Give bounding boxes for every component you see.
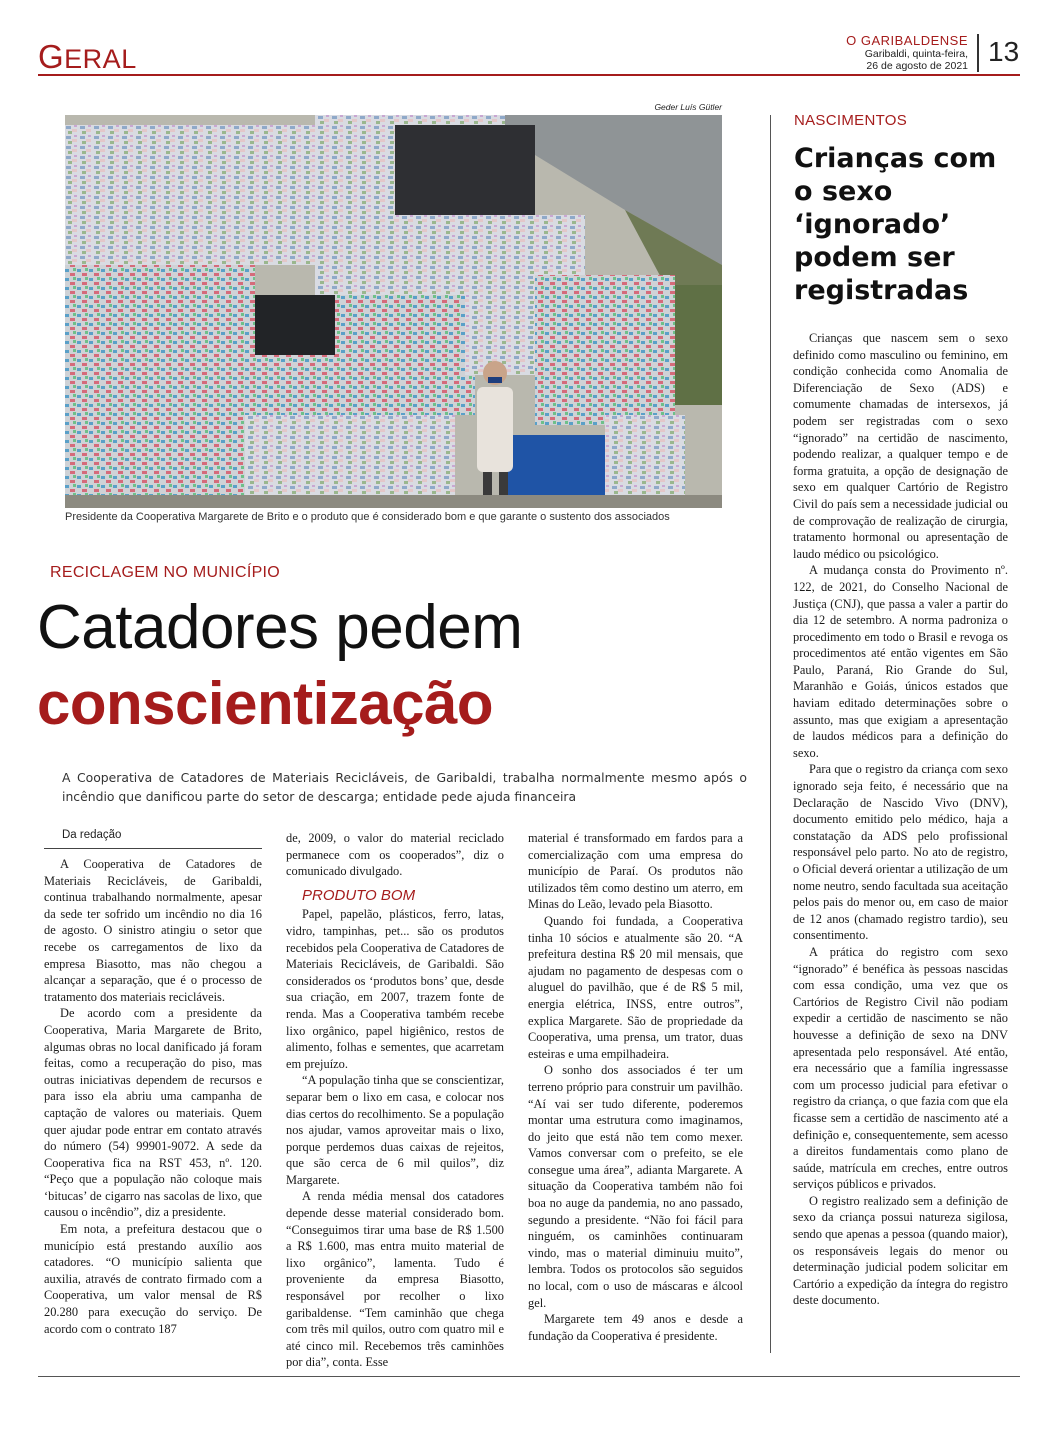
paragraph: Margarete tem 49 anos e desde a fundação da Cooperativa é presidente. bbox=[528, 1312, 743, 1343]
paragraph: Em nota, a prefeitura destacou que o município está prestando auxílio aos catadores. “O município salienta que auxilia, através de contrato firmado com a Cooperativa, um valor mensal de R$ 20.280 para execução do serviço. De acordo com o contrato 187 bbox=[44, 1222, 262, 1336]
paragraph: O registro realizado sem a definição de sexo da criança possui natureza sigilosa, sendo que apenas a pessoa (quando maior), os responsáveis legais do menor ou determinação judicial podem solicitar em Cartório a expedição da íntegra do registro deste documento. bbox=[793, 1193, 1008, 1308]
header-rule bbox=[38, 74, 1020, 76]
byline-rule bbox=[44, 848, 262, 849]
paragraph: A mudança consta do Provimento nº. 122, de 2021, do Conselho Nacional de Justiça (CNJ), que passa a valer a partir do dia 12 de setembro. A norma padroniza o procedimento em todo o Brasil e revoga os procedimentos até então vigentes em São Paulo, Paraná, Rio Grande do Sul, Maranhão e Goiás, únicos estados que haviam editado determinações sobre o assunto, mas que exigiam a apresentação de laudos médicos para a definição do sexo. bbox=[793, 563, 1008, 760]
recycling-photo bbox=[65, 115, 722, 508]
issue-date: 26 de agosto de 2021 bbox=[866, 60, 968, 72]
page-number: 13 bbox=[988, 36, 1020, 67]
footer-rule bbox=[38, 1376, 1020, 1377]
paragraph-continued: de, 2009, o valor do material reciclado permanece com os cooperados”, diz o comunicado divulgado. bbox=[286, 831, 504, 879]
paragraph: Crianças que nascem sem o sexo definido como masculino ou feminino, em condição conhecida como Anomalia de Diferenciação de Sexo (ADS) e comumente chamadas de intersexos, já podem ser registradas com o sexo “ignorado” na certidão de nascimento, podendo realizar, a qualquer tempo e de forma gratuita, a opção de designação de sexo em qualquer Cartório de Registro Civil do país sem a necessidade judicial ou de comprovação de realização de cirurgia, tratamento hormonal ou apresentação de laudo médico ou psicológico. bbox=[793, 331, 1008, 561]
issue-place: Garibaldi, quinta-feira, bbox=[864, 48, 968, 60]
section-initial: G bbox=[38, 38, 65, 75]
paragraph: De acordo com a presidente da Cooperativa, Maria Margarete de Brito, algumas obras no local danificado já foram feitas, como a recuperação do piso, mas outras iniciativas dependem de recursos e para isso ela abriu uma campanha de captação de valores ou materiais. Quem quer ajudar pode entrar em contato através do número (54) 99901-9072. A sede da Cooperativa fica na RST 453, nº. 120. “Peço que a população não coloque mais ‘bitucas’ de cigarro nas sacolas de lixo, que causou o incêndio”, diz a presidente. bbox=[44, 1006, 262, 1220]
section-rest: ERAL bbox=[64, 44, 137, 74]
photo-credit: Geder Luís Gütler bbox=[654, 102, 722, 112]
paragraph: “A população tinha que se conscientizar, separar bem o lixo em casa, e colocar nos dias certos do recolhimento. Se a população nos ajudar, vamos aproveitar mais o lixo, porque perdemos duas caixas de rejeitos, que são cerca de 6 mil quilos”, diz Margarete. bbox=[286, 1073, 504, 1187]
paragraph: A Cooperativa de Catadores de Materiais Recicláveis, de Garibaldi, continua trabalhando normalmente, apesar da sede ter sofrido um incêndio no dia 16 de agosto. O sinistro atingiu o setor que recebe os carregamentos de lixo da empresa Biasotto, mas não chegou a alcançar a separação, que é o processo de tratamento dos materiais recicláveis. bbox=[44, 857, 262, 1004]
sidebar-headline: Crianças com o sexo ‘ignorado’ podem ser registradas bbox=[794, 143, 997, 306]
body-column-2 bbox=[286, 830, 504, 1371]
byline: Da redação bbox=[62, 829, 122, 841]
paragraph: Quando foi fundada, a Cooperativa tinha 10 sócios e atualmente são 20. “A prefeitura destina R$ 20 mil mensais, que ajudam no pagamento de despesas com o aluguel do pavilhão, que é de R$ 5 mil, energia elétrica, INSS, entre outros”, explica Margarete. São de propriedade da Cooperativa, uma prensa, um trator, duas esteiras e uma empilhadeira. bbox=[528, 913, 743, 1061]
body-column-1 bbox=[44, 856, 262, 1337]
masthead-divider bbox=[977, 34, 979, 72]
headline-line-1: Catadores pedem bbox=[37, 593, 523, 662]
photo-caption: Presidente da Cooperativa Margarete de Brito e o produto que é considerado bom e que garante o sustento dos associados bbox=[65, 511, 670, 523]
paragraph-continued: material é transformado em fardos para a comercialização com uma empresa do município de Paraí. Os produtos não utilizados têm como destino um aterro, em Minas do Leão, levado pela Biasotto. bbox=[528, 831, 743, 912]
body-column-3 bbox=[528, 830, 743, 1344]
headline-line-2: conscientização bbox=[37, 670, 494, 737]
sidebar-divider bbox=[770, 115, 771, 1353]
newspaper-name: O GARIBALDENSE bbox=[846, 33, 968, 48]
section-name bbox=[38, 38, 137, 76]
paragraph: Para que o registro da criança com sexo ignorado seja feito, é necessário que na Declaração de Nascido Vivo (DNV), documento emitido pelo médico, haja a constatação da ADS pelo profissional responsável pelo parto. No ato de registro, o Oficial deverá orientar a utilização de um nome neutro, sendo facultada sua aceitação pelos pais do menor ou, em caso de maior de 12 anos (chamado registro tardio), seu consentimento. bbox=[793, 762, 1009, 943]
sidebar-column bbox=[793, 330, 1008, 1309]
paragraph: Papel, papelão, plásticos, ferro, latas, vidro, tampinhas, pet... são os produtos recebidos pela Cooperativa de Catadores de Materiais Recicláveis, de Garibaldi. São considerados os ‘produtos bons’ que, desde sua criação, em 2007, trazem fonte de renda. Mas a Cooperativa também recebe lixo orgânico, papel higiênico, restos de alimento, folhas e sementes, que acarretam em prejuízo. bbox=[286, 907, 504, 1071]
paragraph: O sonho dos associados é ter um terreno próprio para construir um pavilhão. “Aí vai ser tudo diferente, poderemos montar uma estrutura como imaginamos, do jeito que está não tem como mexer. Vamos conversar com o prefeito, se ele consegue uma área”, adianta Margarete. A situação da Cooperativa também não foi boa no auge da pandemia, no ano passado, segundo a presidente. “Não foi fácil para ninguém, os caminhões continuaram vindo, mas o material diminuiu muito”, lembra. Todos os protocolos são seguidos no local, com o uso de máscaras e álcool gel. bbox=[528, 1063, 743, 1310]
masthead bbox=[846, 34, 968, 72]
story-kicker: RECICLAGEM NO MUNICÍPIO bbox=[50, 564, 281, 581]
paragraph: A renda média mensal dos catadores depende desse material considerado bom. “Conseguimos tirar uma base de R$ 1.500 a R$ 1.600, mas entra muito material de lixo orgânico”, lamenta. Tudo é proveniente da empresa Biasotto, responsável por recolher o lixo garibaldense. “Tem caminhão que chega com três mil quilos, outro com quatro mil e até cinco mil. Recebemos três caminhões por dia”, conta. Esse bbox=[286, 1189, 504, 1370]
subheading: PRODUTO BOM bbox=[302, 886, 416, 904]
paragraph: A prática do registro com sexo “ignorado” é benéfica às pessoas nascidas com essa condição, uma vez que os Cartórios de Registro Civil não podiam expedir a certidão de nascimento se não houvesse a definição de sexo na DNV apresentada pelo responsável. Até então, era necessário que a família ingressasse com um processo judicial para efetivar o registro da criança, o que fazia com que ela ficasse sem a certidão de nascimento até a definição e, consequentemente, sem acesso a direitos fundamentais como plano de saúde, matrícula em creches, entre outros serviços públicos e privados. bbox=[793, 944, 1009, 1192]
story-lead: A Cooperativa de Catadores de Materiais Recicláveis, de Garibaldi, trabalha normalmente mesmo após o incêndio que danificou parte do setor de descarga; entidade pede ajuda financeira bbox=[62, 770, 747, 804]
recycling-bales-illustration bbox=[65, 115, 722, 508]
sidebar-kicker: NASCIMENTOS bbox=[794, 112, 908, 129]
